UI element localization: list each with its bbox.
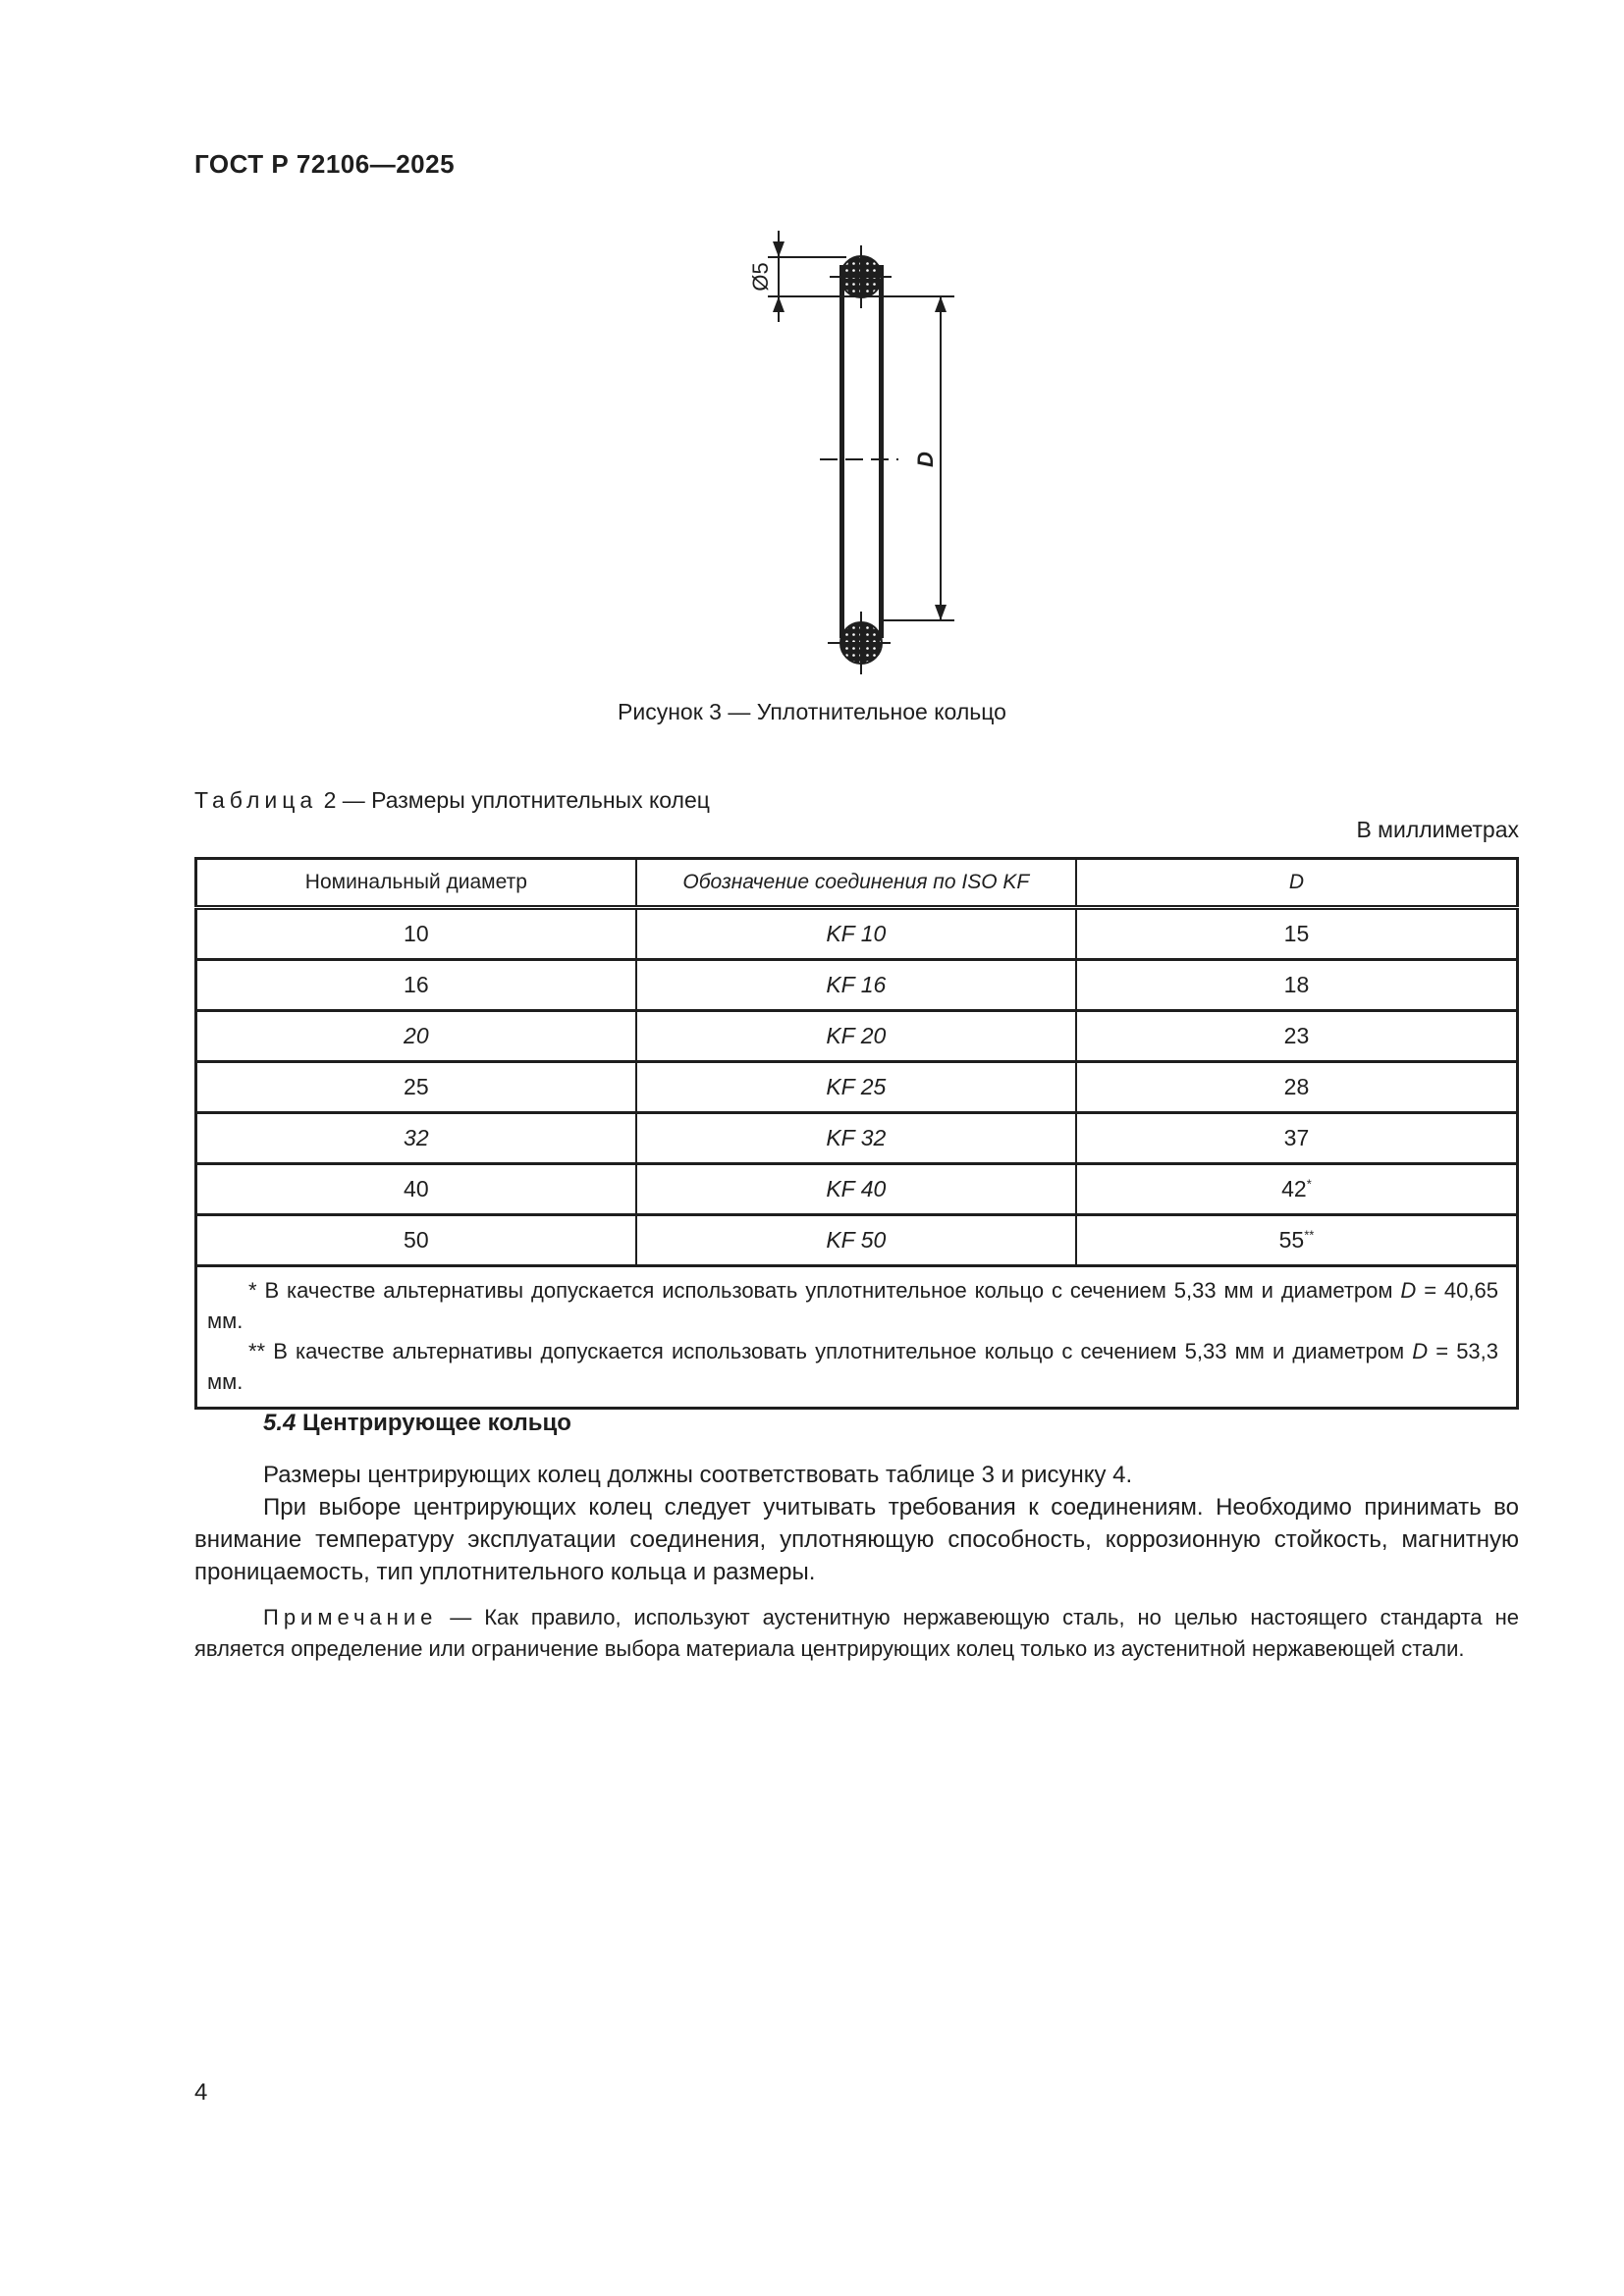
document-header: ГОСТ Р 72106—2025 bbox=[194, 149, 456, 179]
cell-kf: KF 50 bbox=[636, 1215, 1076, 1266]
table-title-prefix: Таблица bbox=[194, 787, 318, 813]
o-ring-dimensions-table bbox=[194, 857, 1519, 1410]
cell-d: 23 bbox=[1076, 1011, 1518, 1062]
cell-nominal: 16 bbox=[196, 960, 636, 1011]
table-title bbox=[194, 787, 710, 814]
section-title: Центрирующее кольцо bbox=[302, 1410, 571, 1436]
note-label: Примечание bbox=[263, 1605, 438, 1629]
table-row bbox=[196, 908, 1518, 960]
footnote-marker: * bbox=[1306, 1176, 1312, 1192]
cell-kf: KF 20 bbox=[636, 1011, 1076, 1062]
cell-nominal: 20 bbox=[196, 1011, 636, 1062]
table-row bbox=[196, 1164, 1518, 1215]
column-header-kf: Обозначение соединения по ISO KF bbox=[636, 859, 1076, 908]
cell-d: 42* bbox=[1076, 1164, 1518, 1215]
table-row bbox=[196, 1113, 1518, 1164]
table-row bbox=[196, 1011, 1518, 1062]
cell-kf: KF 32 bbox=[636, 1113, 1076, 1164]
column-header-d: D bbox=[1076, 859, 1518, 908]
table-row bbox=[196, 1062, 1518, 1113]
page-number: 4 bbox=[194, 2079, 208, 2106]
footnote-marker: ** bbox=[1304, 1227, 1315, 1243]
cell-nominal: 10 bbox=[196, 908, 636, 960]
cell-nominal: 50 bbox=[196, 1215, 636, 1266]
table-header-row bbox=[196, 859, 1518, 908]
section-note bbox=[194, 1602, 1519, 1665]
cell-nominal: 32 bbox=[196, 1113, 636, 1164]
cell-kf: KF 10 bbox=[636, 908, 1076, 960]
table-footnotes-row bbox=[196, 1266, 1518, 1409]
section-number: 5.4 bbox=[263, 1410, 297, 1436]
section-heading bbox=[263, 1410, 571, 1437]
cell-d: 15 bbox=[1076, 908, 1518, 960]
table-footnotes bbox=[196, 1266, 1518, 1409]
cell-kf: KF 25 bbox=[636, 1062, 1076, 1113]
cell-d: 37 bbox=[1076, 1113, 1518, 1164]
table-units: В миллиметрах bbox=[1356, 817, 1519, 842]
cell-kf: KF 16 bbox=[636, 960, 1076, 1011]
table-row bbox=[196, 960, 1518, 1011]
footnote-1: * В качестве альтернативы допускается использовать уплотнительное кольцо с сечением 5,33 мм и диаметром D = 40,65 мм. bbox=[207, 1278, 1498, 1333]
o-ring-drawing bbox=[727, 226, 982, 677]
footnote-2: ** В качестве альтернативы допускается использовать уплотнительное кольцо с сечением 5,33 мм и диаметром D = 53,3 мм. bbox=[207, 1339, 1499, 1394]
cell-kf: KF 40 bbox=[636, 1164, 1076, 1215]
cell-d: 55** bbox=[1076, 1215, 1518, 1266]
diameter-dimension-label: D bbox=[913, 452, 938, 467]
paragraph: При выборе центрирующих колец следует учитывать требования к соединениям. Необходимо принимать во внимание температуру эксплуатации соединения, уплотняющую способность, коррозионную стойкость, магнитную проницаемость, тип уплотнительного кольца и размеры. bbox=[194, 1494, 1519, 1585]
cell-nominal: 25 bbox=[196, 1062, 636, 1113]
paragraph: Размеры центрирующих колец должны соответствовать таблице 3 и рисунку 4. bbox=[263, 1462, 1133, 1488]
cell-d: 18 bbox=[1076, 960, 1518, 1011]
section-body bbox=[194, 1459, 1519, 1588]
figure-caption: Рисунок 3 — Уплотнительное кольцо bbox=[618, 699, 1006, 724]
column-header-nominal: Номинальный диаметр bbox=[196, 859, 636, 908]
cell-d: 28 bbox=[1076, 1062, 1518, 1113]
note-text: — Как правило, используют аустенитную нержавеющую сталь, но целью настоящего стандарта не является определение или ограничение выбора материала центрирующих колец только из аустенитной нержавеющей стали. bbox=[194, 1605, 1519, 1661]
table-title-text: 2 — Размеры уплотнительных колец bbox=[317, 787, 710, 813]
table-row bbox=[196, 1215, 1518, 1266]
cell-nominal: 40 bbox=[196, 1164, 636, 1215]
cross-section-dimension-label: Ø5 bbox=[748, 262, 773, 292]
